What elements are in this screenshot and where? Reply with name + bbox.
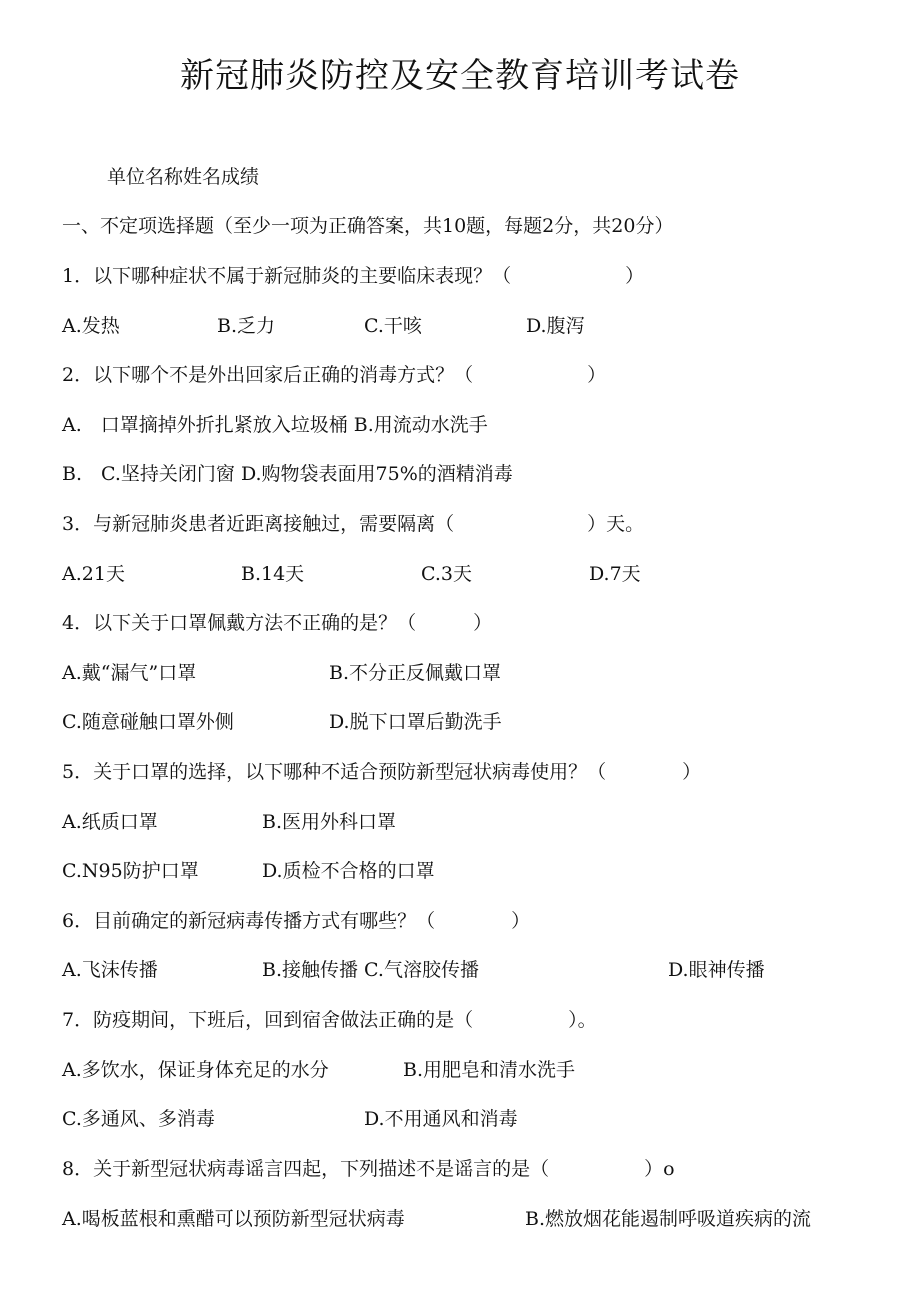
option-b: B.14天 xyxy=(241,563,305,585)
question-stem: 6．目前确定的新冠病毒传播方式有哪些？（ ） xyxy=(62,910,531,932)
option-a: A.发热 xyxy=(62,315,120,337)
option-line: A. 口罩摘掉外折扎紧放入垃圾桶 B.用流动水洗手 xyxy=(62,414,488,436)
option-b: B.医用外科口罩 xyxy=(262,811,397,833)
option-d: D.质检不合格的口罩 xyxy=(262,860,435,882)
option-line: B. C.坚持关闭门窗 D.购物袋表面用75%的酒精消毒 xyxy=(62,463,513,485)
option-c: C.多通风、多消毒 xyxy=(62,1108,215,1130)
question-stem: 5．关于口罩的选择，以下哪种不适合预防新型冠状病毒使用？（ ） xyxy=(62,761,702,783)
exam-title: 新冠肺炎防控及安全教育培训考试卷 xyxy=(180,56,740,96)
question-stem: 2．以下哪个不是外出回家后正确的消毒方式？（ ） xyxy=(62,364,607,386)
section-heading: 一、不定项选择题（至少一项为正确答案，共10题，每题2分，共20分） xyxy=(62,215,674,237)
option-d: D.腹泻 xyxy=(526,315,585,337)
option-d: D.不用通风和消毒 xyxy=(364,1108,518,1130)
option-d: D.眼神传播 xyxy=(668,959,765,981)
option-b: B.乏力 xyxy=(217,315,276,337)
question-stem: 8．关于新型冠状病毒谣言四起，下列描述不是谣言的是（ ）o xyxy=(62,1158,675,1180)
question-stem: 3．与新冠肺炎患者近距离接触过，需要隔离（ ）天。 xyxy=(62,513,645,535)
question-stem: 7．防疫期间，下班后，回到宿舍做法正确的是（ ）。 xyxy=(62,1009,597,1031)
option-d: D.脱下口罩后勤洗手 xyxy=(329,711,502,733)
option-a: A.戴“漏气”口罩 xyxy=(62,662,197,684)
option-d: D.7天 xyxy=(589,563,641,585)
option-b: B.用肥皂和清水洗手 xyxy=(403,1059,576,1081)
option-a: A.飞沫传播 xyxy=(62,959,158,981)
question-stem: 4．以下关于口罩佩戴方法不正确的是？（ ） xyxy=(62,612,493,634)
option-c: C.N95防护口罩 xyxy=(62,860,199,882)
option-a: A.21天 xyxy=(62,563,125,585)
info-line: 单位名称姓名成绩 xyxy=(107,166,260,188)
option-c: C.随意碰触口罩外侧 xyxy=(62,711,234,733)
option-b: B.不分正反佩戴口罩 xyxy=(329,662,502,684)
option-c: C.干咳 xyxy=(364,315,422,337)
question-stem: 1．以下哪种症状不属于新冠肺炎的主要临床表现？（ ） xyxy=(62,265,645,287)
option-b: B.燃放烟花能遏制呼吸道疾病的流 xyxy=(525,1208,812,1230)
option-c: C.3天 xyxy=(421,563,472,585)
option-a: A.多饮水，保证身体充足的水分 xyxy=(62,1059,329,1081)
option-a: A.纸质口罩 xyxy=(62,811,158,833)
option-b: B.接触传播 C.气溶胶传播 xyxy=(262,959,479,981)
option-a: A.喝板蓝根和熏醋可以预防新型冠状病毒 xyxy=(62,1208,405,1230)
